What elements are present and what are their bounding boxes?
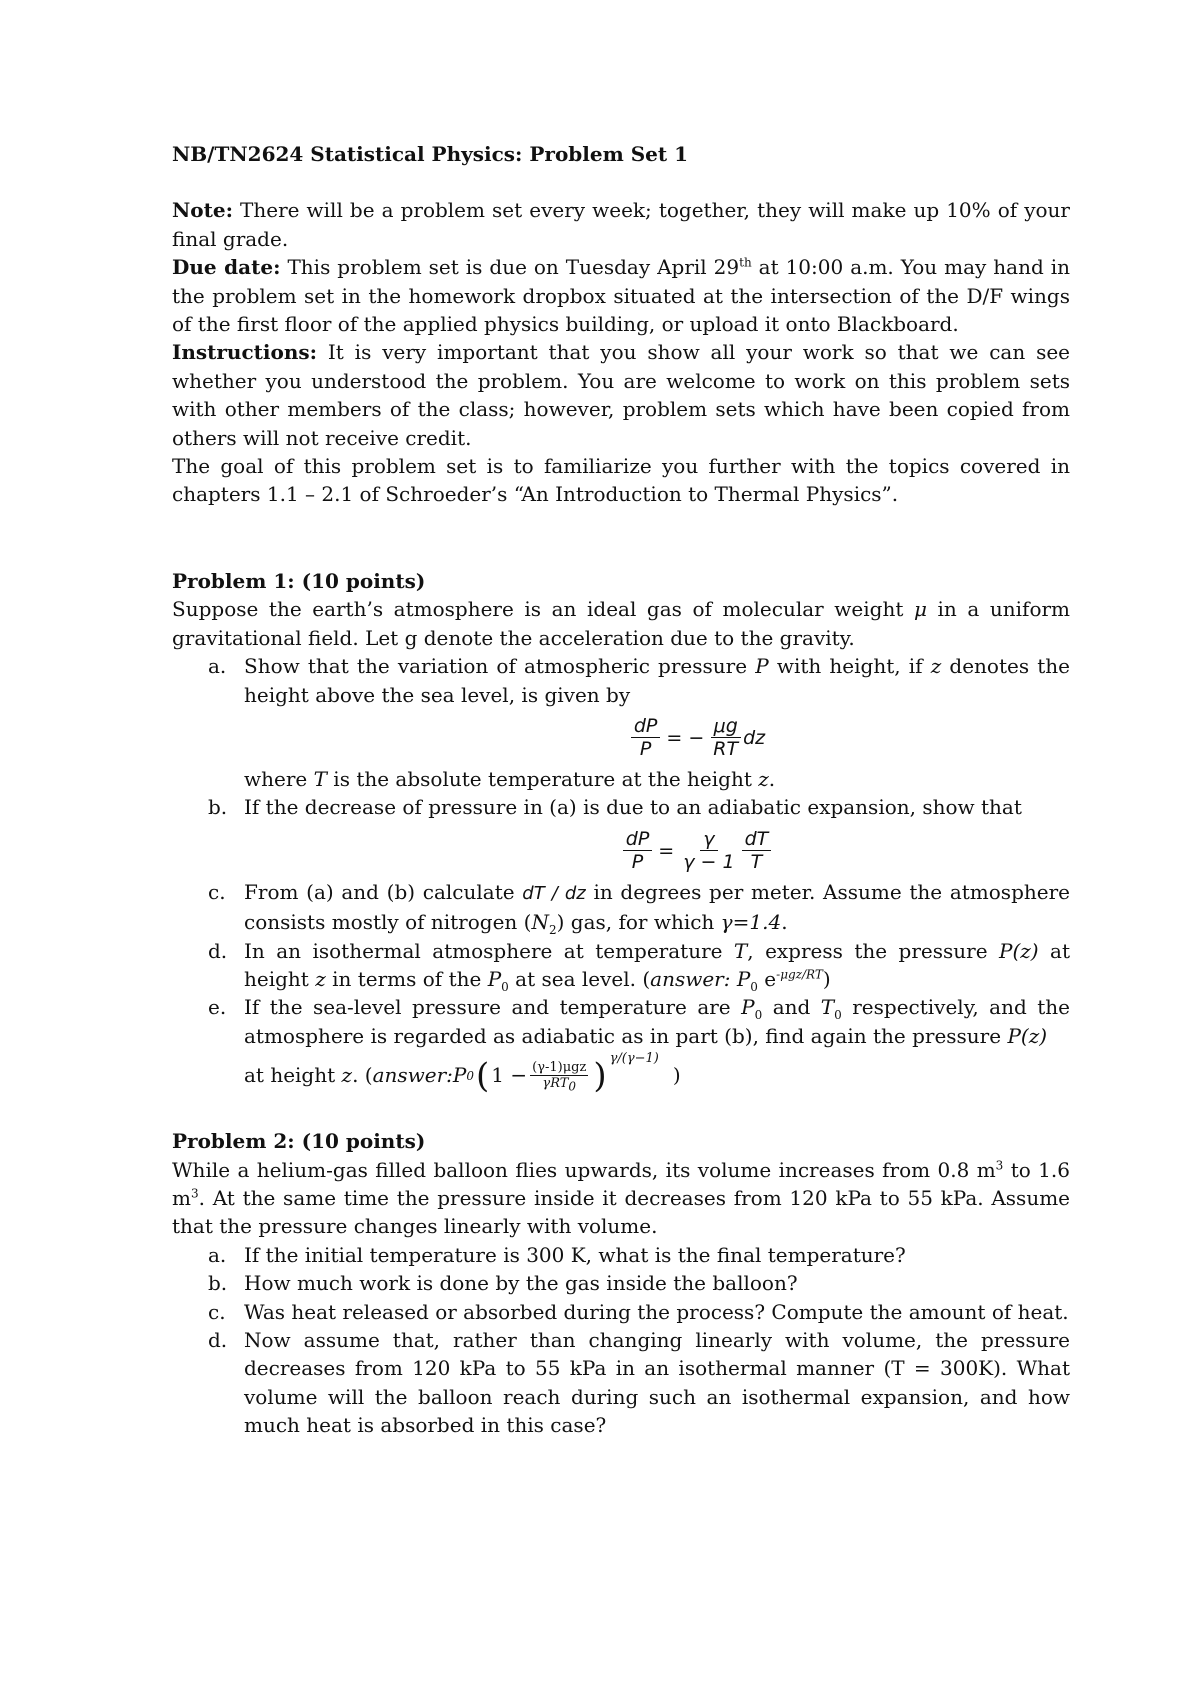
answer-subscript: 0	[750, 979, 758, 994]
part-text: Was heat released or absorbed during the process? Compute the amount of heat.	[244, 1299, 1069, 1324]
var-z: z	[930, 654, 942, 679]
nitrogen-symbol: N	[531, 910, 549, 935]
subscript-0: 0	[754, 1008, 763, 1023]
part-d-text-3: at height	[244, 938, 1070, 991]
problem-2-parts	[172, 1241, 1070, 1440]
due-date-label: Due date:	[172, 255, 281, 280]
problem-1-parts	[172, 652, 1071, 1096]
mu-symbol: μ	[913, 597, 927, 622]
var-Pz: P(z)	[1007, 1023, 1048, 1048]
problem-1-part-b	[172, 793, 1070, 877]
part-c-text-3: ) gas, for which	[556, 910, 721, 935]
problem-2-part-c	[172, 1298, 1070, 1326]
problem-2-part-b	[172, 1269, 1070, 1297]
frac-numerator: dT	[742, 828, 772, 851]
document-page	[172, 140, 1070, 1440]
subscript-0: 0	[501, 979, 509, 994]
dz-term: dz	[743, 726, 766, 749]
part-a-after-3: .	[768, 766, 776, 791]
frac-denominator: T	[750, 851, 763, 874]
instructions-text: It is very important that you show all your work so that we can see whether you understood the problem. You are welcome to work on this problem sets with other members of the class; however, problem sets which have been copied from others will not receive credit.	[172, 340, 1070, 450]
part-c-text-1: From (a) and (b) calculate	[244, 879, 523, 904]
part-text: Now assume that, rather than changing linearly with volume, the pressure decreases from 120 kPa to 55 kPa in an isothermal manner (T = 300K). What volume will the balloon reach during such an isothermal expansion, and how much heat is absorbed in this case?	[244, 1328, 1070, 1438]
var-z: z	[341, 1063, 353, 1088]
problem-2-intro-text-1: While a helium-gas filled balloon flies upwards, its volume increases from 0.8 m	[172, 1157, 996, 1182]
part-a-text-3: denotes the height above the sea level, is given by	[244, 654, 1070, 707]
one-minus: 1 −	[491, 1063, 528, 1088]
part-text: How much work is done by the gas inside the balloon?	[244, 1271, 798, 1296]
part-a-text-2: with height, if	[768, 654, 931, 679]
cubic-sup: 3	[190, 1186, 199, 1201]
dT-dz-math: dT / dz	[522, 882, 586, 904]
part-a-text-1: Show that the variation of atmospheric pressure	[244, 654, 756, 679]
fraction-dT-T	[742, 828, 772, 873]
answer-close: )	[672, 1063, 681, 1088]
answer-exponent: -μgz/RT	[776, 967, 823, 982]
var-T: T	[820, 995, 835, 1020]
problem-1-part-e	[172, 993, 1071, 1096]
part-label: c.	[208, 879, 226, 904]
part-label: b.	[208, 795, 228, 820]
part-e-answer-line	[244, 1051, 1070, 1096]
problem-1-intro	[172, 595, 1070, 652]
due-date-text-2: at 10:00 a.m. You may hand in the problem set in the homework dropbox situated at the intersection of the D/F wings of the first floor of the applied physics building, or upload it onto Blackboard.	[172, 255, 1071, 337]
cubic-sup: 3	[995, 1157, 1004, 1172]
part-e-line2-text-2: . (	[352, 1063, 373, 1088]
answer-fraction	[530, 1060, 588, 1094]
part-label: e.	[208, 995, 227, 1020]
part-label: b.	[208, 1271, 228, 1296]
equals-sign: =	[658, 839, 675, 862]
fraction-gamma	[680, 828, 737, 873]
equation-dP-over-P	[324, 711, 1070, 765]
fraction-mug-RT	[710, 715, 741, 760]
frac-denominator: P	[631, 851, 644, 874]
part-e-text-3: respectively, and the atmosphere is regarded as adiabatic as in part (b), find again the pressure	[244, 995, 1071, 1048]
frac-denominator: RT	[713, 738, 739, 761]
problem-2-part-d	[172, 1326, 1070, 1440]
problem-2-intro-text-3: . At the same time the pressure inside it decreases from 120 kPa to 55 kPa. Assume that the pressure changes linearly with volume.	[172, 1185, 1070, 1239]
frac-denominator: P	[639, 738, 652, 761]
part-label: d.	[208, 1328, 228, 1352]
var-P: P	[741, 995, 755, 1020]
part-e-line2-text-1: at height	[244, 1063, 336, 1088]
part-label: a.	[208, 654, 227, 679]
part-b-text: If the decrease of pressure in (a) is due to an adiabatic expansion, show that	[244, 795, 1022, 820]
answer-label: answer:	[372, 1063, 453, 1088]
problem-1-part-c	[172, 878, 1070, 937]
part-a-after-1: where	[244, 766, 314, 791]
var-z: z	[758, 766, 769, 791]
part-label: d.	[208, 938, 228, 963]
note-label: Note:	[172, 198, 233, 223]
page-title: NB/TN2624 Statistical Physics: Problem Set 1	[172, 142, 689, 166]
frac-numerator: (γ-1)μgz	[532, 1060, 587, 1076]
problem-2-intro	[172, 1156, 1070, 1241]
part-d-text-2: , express the pressure	[747, 938, 999, 963]
nitrogen-subscript: 2	[548, 923, 557, 938]
gamma-value: γ=1.4	[720, 910, 782, 935]
part-label: a.	[208, 1242, 227, 1267]
var-P: P	[755, 654, 769, 679]
part-d-text-4: in terms of the	[325, 966, 488, 991]
part-d-close: )	[822, 966, 831, 991]
part-label: c.	[208, 1299, 226, 1324]
equation-adiabatic	[324, 824, 1070, 878]
problem-1-intro-text-2: in a uniform gravitational field. Let g denote the acceleration due to the gravity.	[172, 597, 1071, 650]
right-paren: )	[593, 1055, 607, 1096]
problem-1-part-d	[172, 937, 1070, 994]
answer-P: P	[452, 1063, 467, 1088]
denominator-text: γRT	[542, 1076, 569, 1092]
problem-1-intro-text-1: Suppose the earth’s atmosphere is an ideal gas of molecular weight	[172, 597, 914, 622]
equals-minus: = −	[666, 726, 705, 749]
due-date-paragraph	[172, 253, 1070, 338]
frac-numerator: μg	[711, 715, 741, 738]
var-P0: P	[487, 966, 502, 991]
left-paren: (	[476, 1055, 490, 1096]
part-e-text-2: and	[762, 995, 821, 1020]
answer-exponent: γ/(γ−1)	[609, 1051, 659, 1067]
due-date-text-1: This problem set is due on Tuesday April 29	[280, 255, 740, 280]
var-T: T	[733, 938, 748, 963]
frac-numerator: dP	[623, 828, 653, 851]
instructions-label: Instructions:	[172, 340, 318, 365]
part-c-text-2: in degrees per meter. Assume the atmosphere consists mostly of nitrogen (	[244, 879, 1070, 935]
due-date-sup: th	[739, 255, 752, 270]
answer-label: answer:	[650, 966, 731, 991]
note-paragraph	[172, 196, 1070, 253]
problem-1-part-a	[172, 652, 1070, 793]
fraction-dP-P	[623, 828, 653, 873]
part-e-text-1: If the sea-level pressure and temperature are	[244, 995, 742, 1020]
part-text: If the initial temperature is 300 K, what is the final temperature?	[244, 1242, 906, 1267]
var-T: T	[313, 766, 327, 791]
answer-formula: answer: P 0 ( 1 − $\frac{\text{(γ-1)μgz}}{\gamma RT_0}$ ) γ/(γ−1) )	[373, 1060, 681, 1091]
problem-2-heading: Problem 2: (10 points)	[172, 1129, 426, 1154]
goal-paragraph: The goal of this problem set is to familiarize you further with the topics covered in chapters 1.1 – 2.1 of Schroeder’s “An Introduction to Thermal Physics”.	[172, 454, 1070, 507]
instructions-paragraph	[172, 338, 1070, 452]
part-d-text-5: at sea level. (	[508, 966, 651, 991]
var-Pz: P(z)	[998, 938, 1039, 963]
answer-e: e	[757, 966, 777, 991]
frac-denominator	[540, 1076, 578, 1094]
var-z: z	[315, 966, 326, 991]
frac-numerator: dP	[631, 715, 661, 738]
answer-P: P	[730, 966, 751, 991]
note-text: There will be a problem set every week; together, they will make up 10% of your final grade.	[172, 198, 1070, 251]
part-d-text-1: In an isothermal atmosphere at temperature	[244, 938, 734, 963]
problem-2-part-a	[172, 1241, 1070, 1269]
frac-denominator: γ − 1	[683, 851, 735, 874]
part-c-text-4: .	[781, 910, 788, 935]
part-a-after-2: is the absolute temperature at the height	[326, 766, 759, 791]
denominator-subscript: 0	[568, 1079, 577, 1094]
problem-2-intro-text-2: to 1.6 m	[172, 1157, 1070, 1210]
fraction-dP-P	[631, 715, 661, 760]
problem-1-heading: Problem 1: (10 points)	[172, 568, 426, 593]
subscript-0: 0	[834, 1008, 842, 1023]
frac-numerator: γ	[700, 828, 717, 851]
